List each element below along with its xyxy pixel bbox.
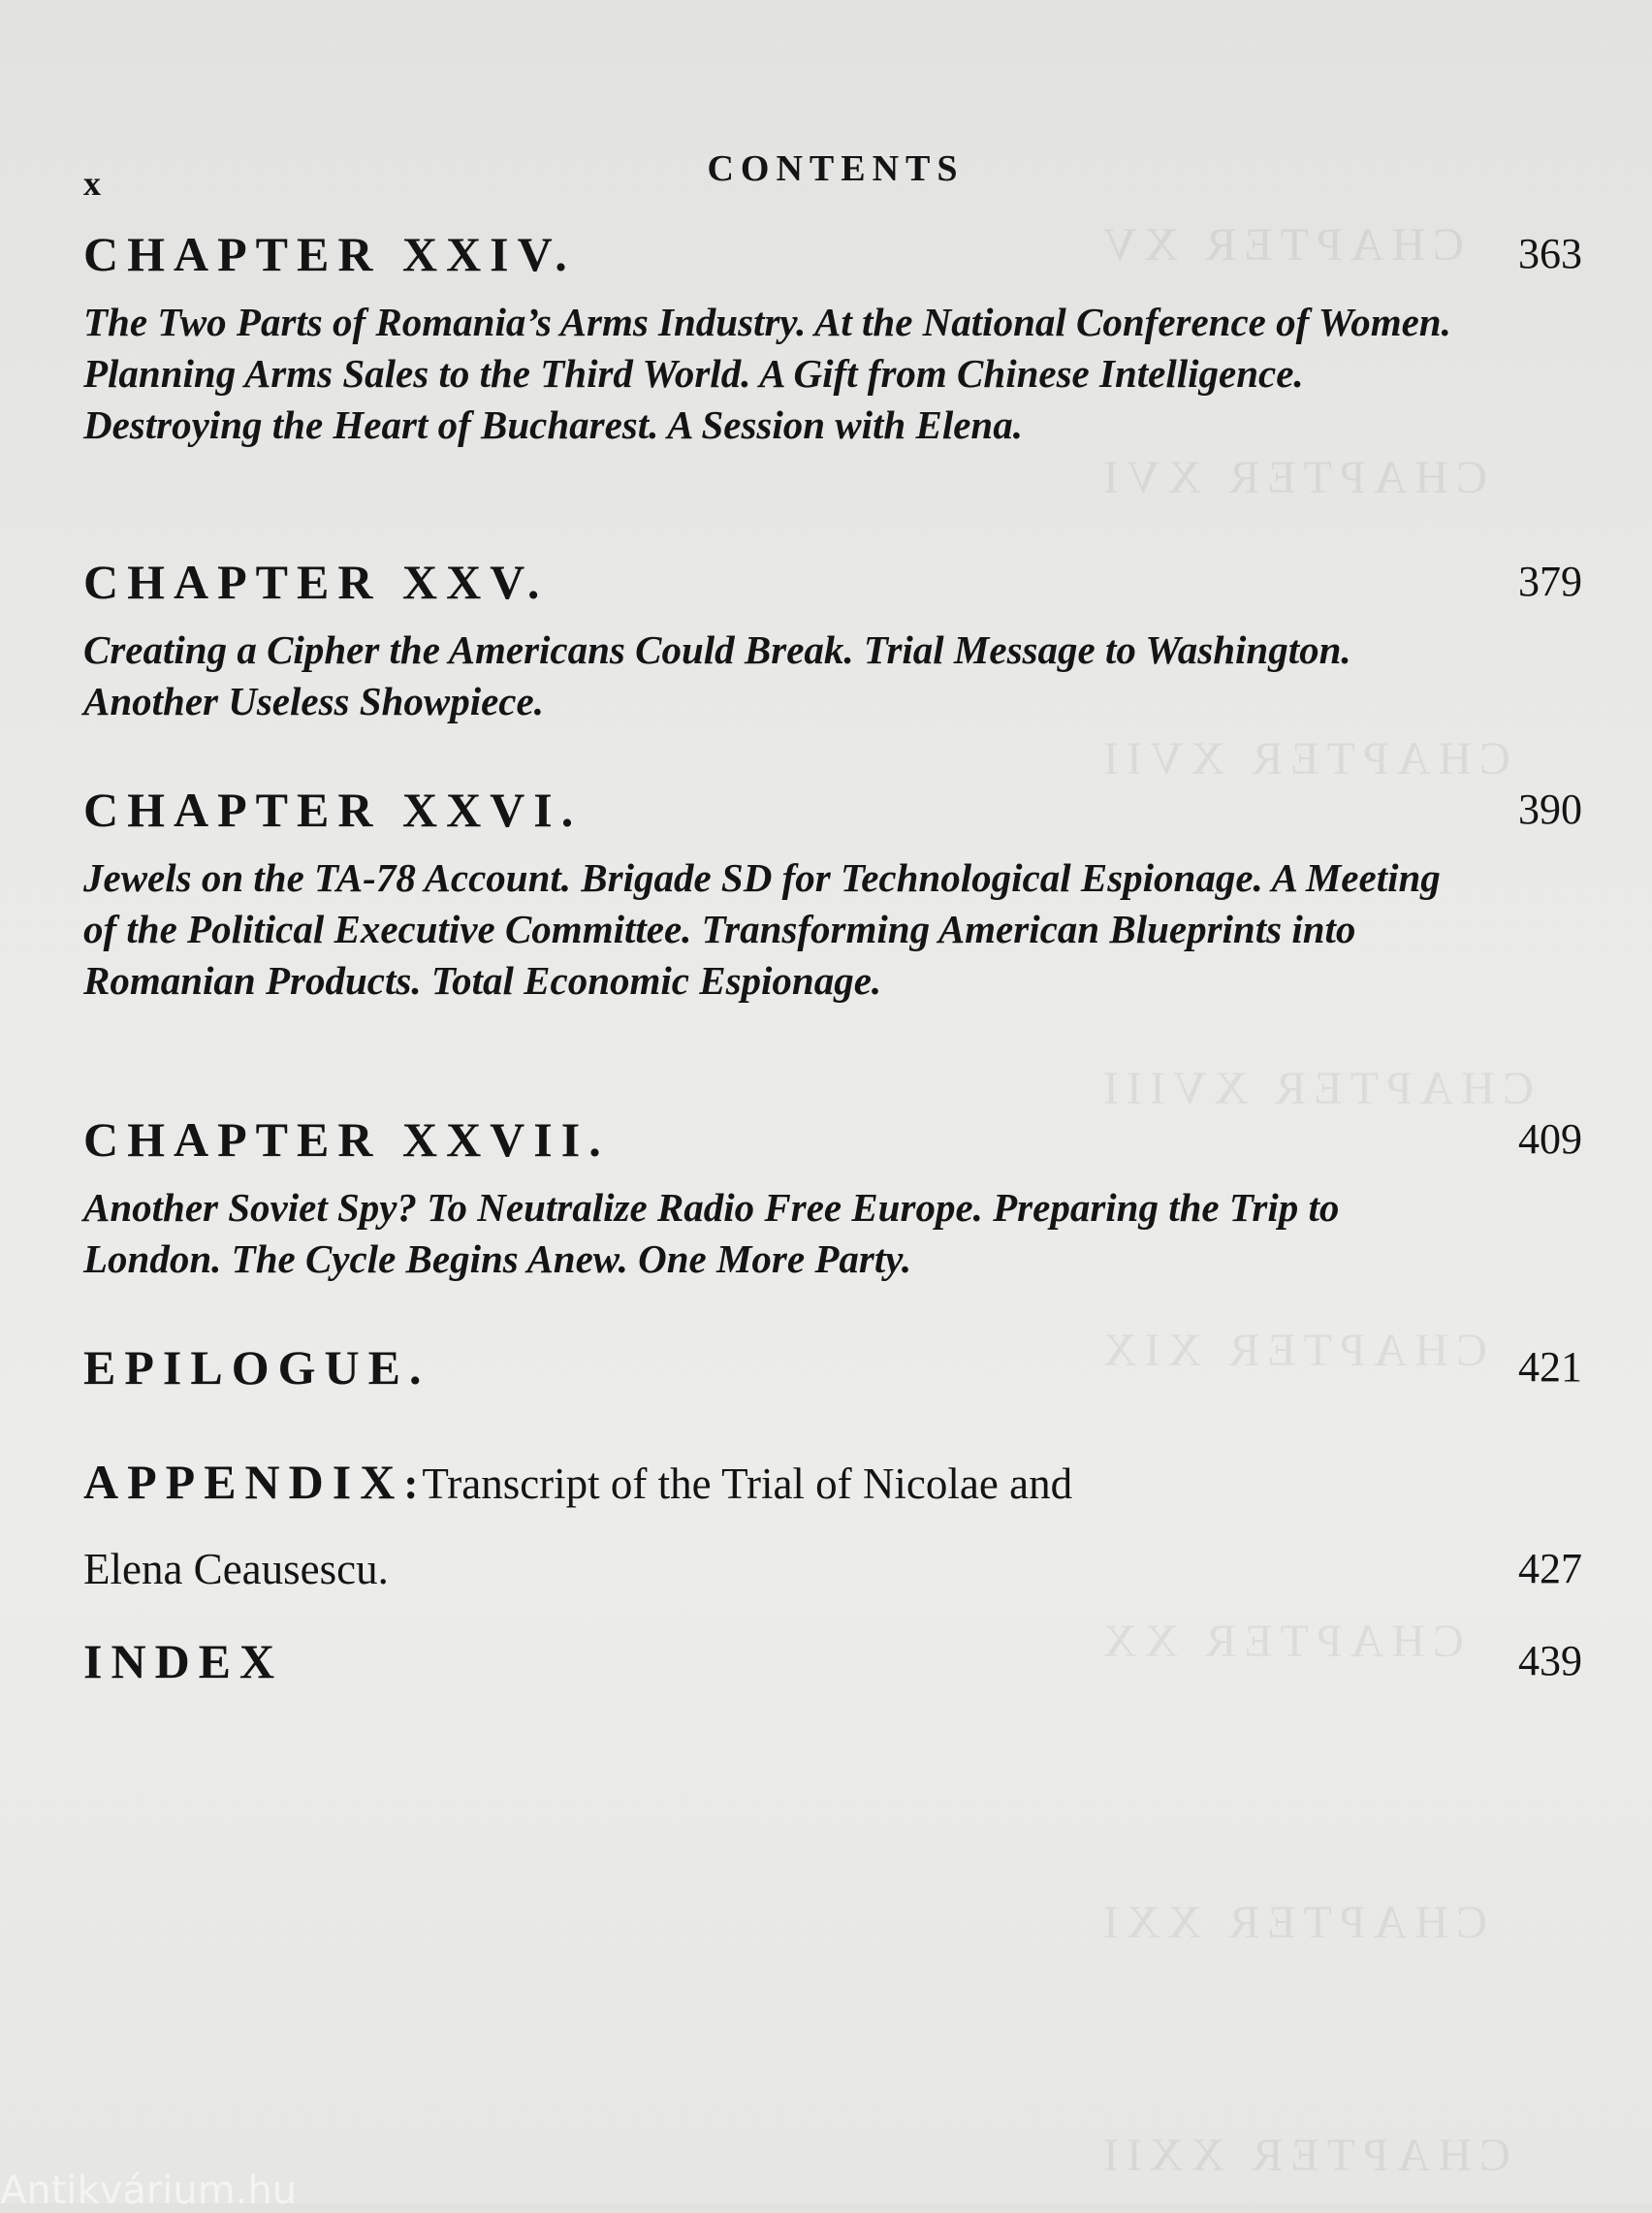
entry-head xyxy=(83,781,1582,839)
entry-head xyxy=(83,553,1582,611)
show-through-text: CHAPTER XVII xyxy=(1096,733,1510,785)
chapter-heading: CHAPTER XXVI. xyxy=(83,783,583,837)
entry-head xyxy=(83,1632,1582,1690)
toc-entry-chapter-xxvii xyxy=(83,1110,1582,1285)
appendix-separator: : xyxy=(403,1459,419,1508)
show-through-text: CHAPTER XIX xyxy=(1096,1325,1488,1376)
show-through-text: CHAPTER XXII xyxy=(1096,2130,1510,2181)
chapter-heading: CHAPTER XXV. xyxy=(83,555,549,609)
show-through-text: CHAPTER XV xyxy=(1096,219,1465,271)
appendix-title-line-2: Elena Ceausescu. xyxy=(83,1545,389,1593)
index-heading: INDEX xyxy=(83,1634,284,1688)
page-reference: 363 xyxy=(1518,230,1582,277)
page-number: x xyxy=(83,164,102,203)
toc-entry-epilogue xyxy=(83,1338,1582,1396)
page-reference: 421 xyxy=(1518,1343,1582,1391)
chapter-description: Jewels on the TA-78 Account. Brigade SD for Technological Espionage. A Meeting of the Political Executive Committee. Transforming American Blueprints into Romanian Products. Total Economic Espionage. xyxy=(83,855,1441,1003)
page-reference: 379 xyxy=(1518,558,1582,605)
toc-entry-chapter-xxvi xyxy=(83,781,1582,1007)
watermark: Antikvárium.hu xyxy=(0,2168,298,2213)
chapter-description: Creating a Cipher the Americans Could Break. Trial Message to Washington. Another Useless Showpiece. xyxy=(83,627,1351,723)
appendix-line-1 xyxy=(83,1453,1582,1511)
entry-head xyxy=(83,1338,1582,1396)
show-through-text: CHAPTER XVI xyxy=(1096,452,1488,503)
show-through-text: CHAPTER XVIII xyxy=(1096,1063,1534,1114)
toc-entry-appendix xyxy=(83,1453,1582,1598)
page-reference: 427 xyxy=(1518,1545,1582,1592)
toc-entry-index xyxy=(83,1632,1582,1690)
chapter-heading: CHAPTER XXVII. xyxy=(83,1112,610,1167)
show-through-text: CHAPTER XXI xyxy=(1096,1897,1488,1948)
appendix-heading: APPENDIX xyxy=(83,1455,404,1509)
page-reference: 390 xyxy=(1518,786,1582,833)
show-through-text: CHAPTER XX xyxy=(1096,1616,1465,1667)
entry-head xyxy=(83,225,1582,283)
appendix-title-line-1: Transcript of the Trial of Nicolae and xyxy=(422,1459,1073,1508)
chapter-description: Another Soviet Spy? To Neutralize Radio Free Europe. Preparing the Trip to London. The Cycle Begins Anew. One More Party. xyxy=(83,1185,1340,1281)
entry-head xyxy=(83,1110,1582,1169)
chapter-heading: CHAPTER XXIV. xyxy=(83,227,576,281)
appendix-line-2 xyxy=(83,1540,1582,1598)
toc-entry-chapter-xxv xyxy=(83,553,1582,727)
epilogue-heading: EPILOGUE. xyxy=(83,1340,430,1395)
running-head: CONTENTS xyxy=(707,148,965,189)
toc-entry-chapter-xxiv xyxy=(83,225,1582,451)
chapter-description: The Two Parts of Romania’s Arms Industry. At the National Conference of Women. Planning Arms Sales to the Third World. A Gift from Chinese Intelligence. Destroying the Heart of Bucharest. A Session with Elena. xyxy=(83,300,1451,447)
page-reference: 409 xyxy=(1518,1115,1582,1163)
page-reference: 439 xyxy=(1518,1637,1582,1684)
